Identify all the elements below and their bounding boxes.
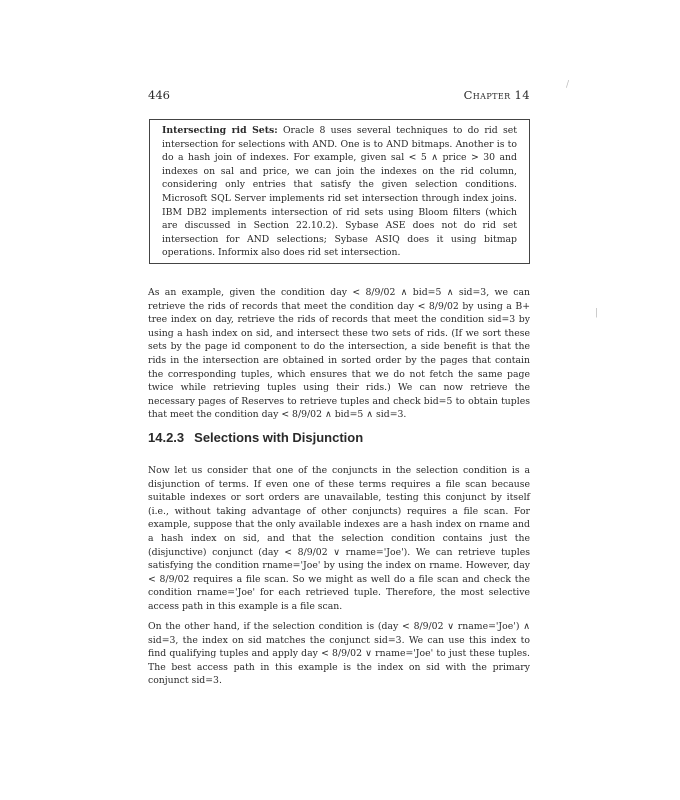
scan-speck: | [595,308,599,318]
section-number: 14.2.3 [148,430,185,445]
running-head: Chapter 14 [463,88,530,102]
section-title: Selections with Disjunction [194,430,364,445]
boxed-note-body: Oracle 8 uses several techniques to do rid set intersection for selections with AND. One is to AND bitmaps. Another is to do a hash join of indexes. For example, given sal < 5 ∧ price > 30 and indexes on sal and price, we can join the indexes on the rid column, considering only entries that satisfy the given selection conditions. Microsoft SQL Server implements rid set intersection through index joins. IBM DB2 implements intersection of rid sets using Bloom filters (which are discussed in Section 22.10.2). Sybase ASE does not do rid set intersection for AND selections; Sybase ASIQ does it using bitmap operations. Informix also does rid set intersection. [162,125,517,259]
paragraph-disjunction-index: On the other hand, if the selection condition is (day < 8/9/02 ∨ rname='Joe') ∧ sid=3, the index on sid matches the conjunct sid=3. We can use this index to find qualifying tuples and apply day < 8/9/02 ∨ rname='Joe' to just these tuples. The best access path in this example is the index on sid with the primary conjunct sid=3. [148,621,530,687]
paragraph-intersection-example: As an example, given the condition day < 8/9/02 ∧ bid=5 ∧ sid=3, we can retrieve the rids of records that meet the condition day < 8/9/02 by using a B+ tree index on day, retrieve the rids of records that meet the condition sid=3 by using a hash index on sid, and intersect these two sets of rids. (If we sort these sets by the page id component to do the intersection, a side benefit is that the rids in the intersection are obtained in sorted order by the pages that contain the corresponding tuples, which ensures that we do not fetch the same page twice while retrieving tuples using their rids.) We can now retrieve the necessary pages of Reserves to retrieve tuples and check bid=5 to obtain tuples that meet the condition day < 8/9/02 ∧ bid=5 ∧ sid=3. [148,287,530,421]
boxed-note-title: Intersecting rid Sets: [162,125,278,136]
boxed-note [149,119,530,264]
section-heading [148,430,363,445]
paragraph-disjunction: Now let us consider that one of the conjuncts in the selection condition is a disjunction of terms. If even one of these terms requires a file scan because suitable indexes or sort orders are unavailable, testing this conjunct by itself (i.e., without taking advantage of other conjuncts) requires a file scan. For example, suppose that the only available indexes are a hash index on rname and a hash index on sid, and that the selection condition contains just the (disjunctive) conjunct (day < 8/9/02 ∨ rname='Joe'). We can retrieve tuples satisfying the condition rname='Joe' by using the index on rname. However, day < 8/9/02 requires a file scan. So we might as well do a file scan and check the condition rname='Joe' for each retrieved tuple. Therefore, the most selective access path in this example is a file scan. [148,465,530,612]
scan-speck: / [566,80,570,90]
page-number: 446 [148,88,170,102]
